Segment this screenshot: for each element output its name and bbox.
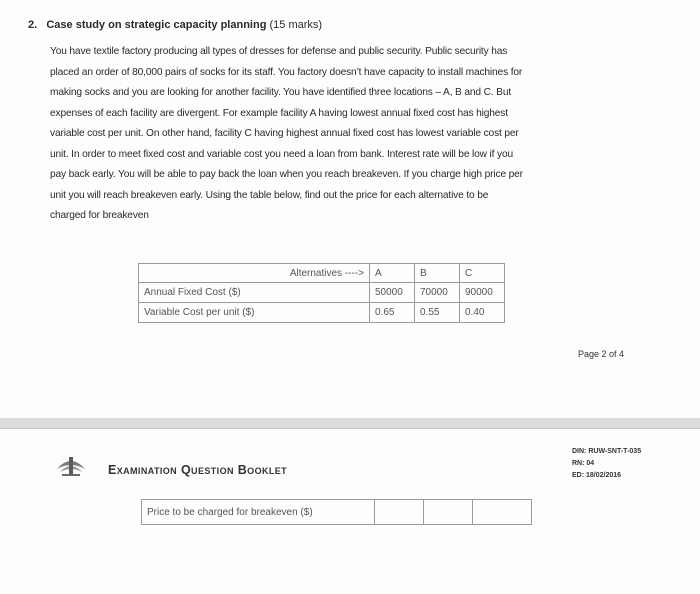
row-label-variable-cost: Variable Cost per unit ($) bbox=[139, 303, 370, 323]
rn-code: RN: 04 bbox=[572, 460, 595, 467]
price-label: Price to be charged for breakeven ($) bbox=[142, 500, 375, 525]
question-number: 2. bbox=[28, 19, 38, 31]
table-header-row bbox=[139, 264, 505, 283]
university-logo-icon bbox=[54, 449, 88, 479]
question-body bbox=[50, 42, 650, 227]
question-line: unit you will reach breakeven early. Using the table below, find out the price for each alternative to be bbox=[50, 189, 489, 201]
price-b bbox=[424, 500, 473, 525]
question-heading bbox=[28, 19, 322, 31]
column-header-c: C bbox=[460, 264, 505, 283]
row-label-fixed-cost: Annual Fixed Cost ($) bbox=[139, 283, 370, 303]
table-row bbox=[139, 303, 505, 323]
price-c bbox=[473, 500, 532, 525]
variable-cost-c: 0.40 bbox=[460, 303, 505, 323]
price-table bbox=[141, 499, 532, 525]
table-row bbox=[139, 283, 505, 303]
question-line: unit. In order to meet fixed cost and variable cost you need a loan from bank. Interest rate will be low if you bbox=[50, 148, 513, 160]
booklet-title: Examination Question Booklet bbox=[108, 463, 288, 477]
column-header-b: B bbox=[415, 264, 460, 283]
page-number: Page 2 of 4 bbox=[578, 349, 625, 359]
price-a bbox=[375, 500, 424, 525]
alternatives-header: Alternatives ----> bbox=[139, 264, 370, 283]
ed-date: ED: 18/02/2016 bbox=[572, 472, 622, 479]
question-line: expenses of each facility are divergent. For example facility A having lowest annual fixed cost has highest bbox=[50, 107, 508, 119]
question-line: You have textile factory producing all types of dresses for defense and public security. Public security has bbox=[50, 46, 508, 57]
question-line: variable cost per unit. On other hand, facility C having highest annual fixed cost has lowest variable cost per bbox=[50, 128, 519, 139]
din-code: DIN: RUW-SNT-T-035 bbox=[572, 448, 642, 455]
document-meta bbox=[572, 446, 641, 482]
column-header-a: A bbox=[370, 264, 415, 283]
variable-cost-b: 0.55 bbox=[415, 303, 460, 323]
question-line: pay back early. You will be able to pay back the loan when you reach breakeven. If you charge high price per bbox=[50, 169, 523, 180]
fixed-cost-c: 90000 bbox=[460, 283, 505, 303]
question-title: Case study on strategic capacity planning bbox=[46, 19, 267, 31]
question-line: charged for breakeven bbox=[50, 210, 149, 221]
fixed-cost-a: 50000 bbox=[370, 283, 415, 303]
question-marks: (15 marks) bbox=[269, 19, 323, 31]
cost-table bbox=[138, 263, 505, 323]
table-row bbox=[142, 500, 532, 525]
question-line: placed an order of 80,000 pairs of socks for its staff. You factory doesn’t have capacity to install machines for bbox=[50, 66, 523, 78]
variable-cost-a: 0.65 bbox=[370, 303, 415, 323]
question-line: making socks and you are looking for another facility. You have identified three locations – A, B and C. But bbox=[50, 87, 512, 98]
fixed-cost-b: 70000 bbox=[415, 283, 460, 303]
